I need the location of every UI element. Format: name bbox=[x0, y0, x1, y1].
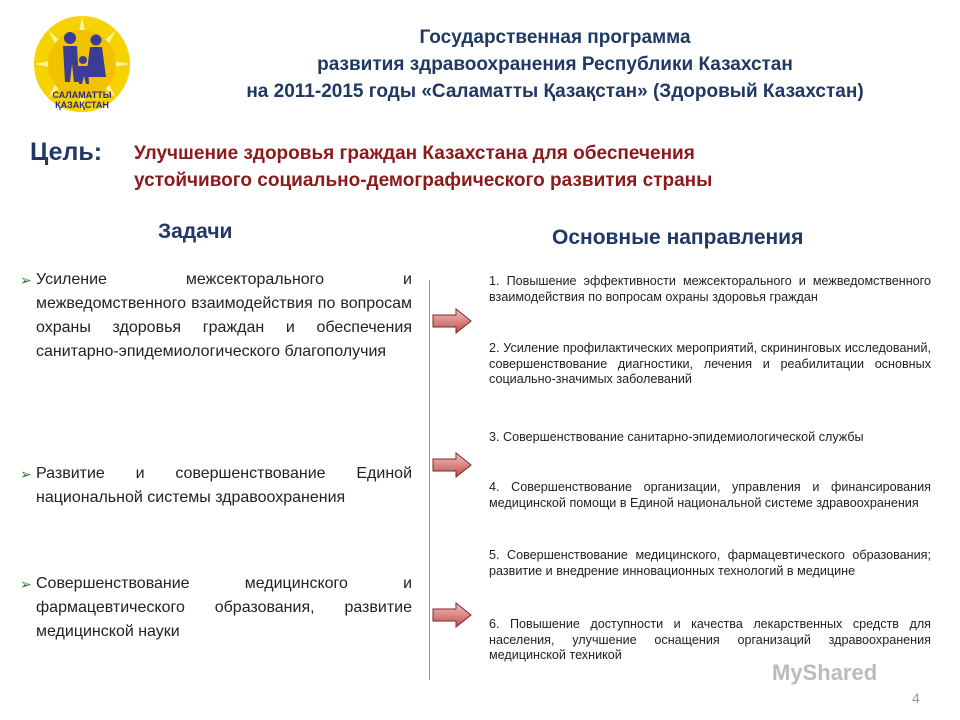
right-arrow-icon bbox=[432, 308, 472, 334]
right-arrow-icon bbox=[432, 452, 472, 478]
family-sun-logo bbox=[30, 14, 134, 118]
direction-item: 4. Совершенствование организации, управления и финансирования медицинской помощи в Единой национальной системе здравоохранения bbox=[489, 480, 931, 510]
arrow-bullet-icon: ➢ bbox=[20, 576, 32, 592]
direction-item: 6. Повышение доступности и качества лекарственных средств для населения, улучшение оснащения организаций здравоохранения медицинской техникой bbox=[489, 617, 931, 662]
vertical-divider bbox=[429, 280, 430, 680]
logo-text-2: ҚАЗАҚСТАН bbox=[55, 100, 109, 110]
direction-item: 1. Повышение эффективности межсекторального и межведомственного взаимодействия по вопросам охраны здоровья граждан bbox=[489, 274, 931, 304]
arrow-bullet-icon: ➢ bbox=[20, 272, 32, 288]
direction-item: 5. Совершенствование медицинского, фармацевтического образования; развитие и внедрение инновационных технологий в медицине bbox=[489, 548, 931, 578]
direction-item: 3. Совершенствование санитарно-эпидемиологической службы bbox=[489, 430, 864, 444]
goal-text-line-2: устойчивого социально-демографического развития страны bbox=[134, 170, 713, 191]
tasks-heading: Задачи bbox=[158, 220, 233, 243]
title-line-3: на 2011-2015 годы «Саламатты Қазақстан» (Здоровый Казахстан) bbox=[246, 81, 864, 102]
watermark: MyShared bbox=[772, 660, 878, 685]
goal-text-line-1: Улучшение здоровья граждан Казахстана для обеспечения bbox=[134, 143, 695, 164]
goal-text bbox=[134, 140, 894, 194]
task-item bbox=[20, 462, 412, 510]
task-item bbox=[20, 572, 412, 644]
task-text: Усиление межсекторального и межведомственного взаимодействия по вопросам охраны здоровья граждан и обеспечения санитарно-эпидемиологического благополучия bbox=[36, 271, 412, 360]
logo-text: САЛАМАТТЫ bbox=[52, 90, 112, 100]
task-text: Совершенствование медицинского и фармацевтического образования, развитие медицинской науки bbox=[36, 575, 412, 640]
direction-item: 2. Усиление профилактических мероприятий, скрининговых исследований, совершенствование диагностики, лечения и реабилитации основных социально-значимых заболеваний bbox=[489, 341, 931, 386]
page-title bbox=[150, 24, 960, 105]
goal-label: Цель: bbox=[30, 138, 103, 166]
task-text: Развитие и совершенствование Единой национальной системы здравоохранения bbox=[36, 465, 412, 506]
title-line-2: развития здравоохранения Республики Казахстан bbox=[317, 54, 793, 75]
task-item bbox=[20, 268, 412, 364]
directions-heading: Основные направления bbox=[552, 226, 804, 249]
right-arrow-icon bbox=[432, 602, 472, 628]
title-line-1: Государственная программа bbox=[419, 27, 691, 48]
arrow-bullet-icon: ➢ bbox=[20, 466, 32, 482]
page-number: 4 bbox=[912, 690, 920, 706]
